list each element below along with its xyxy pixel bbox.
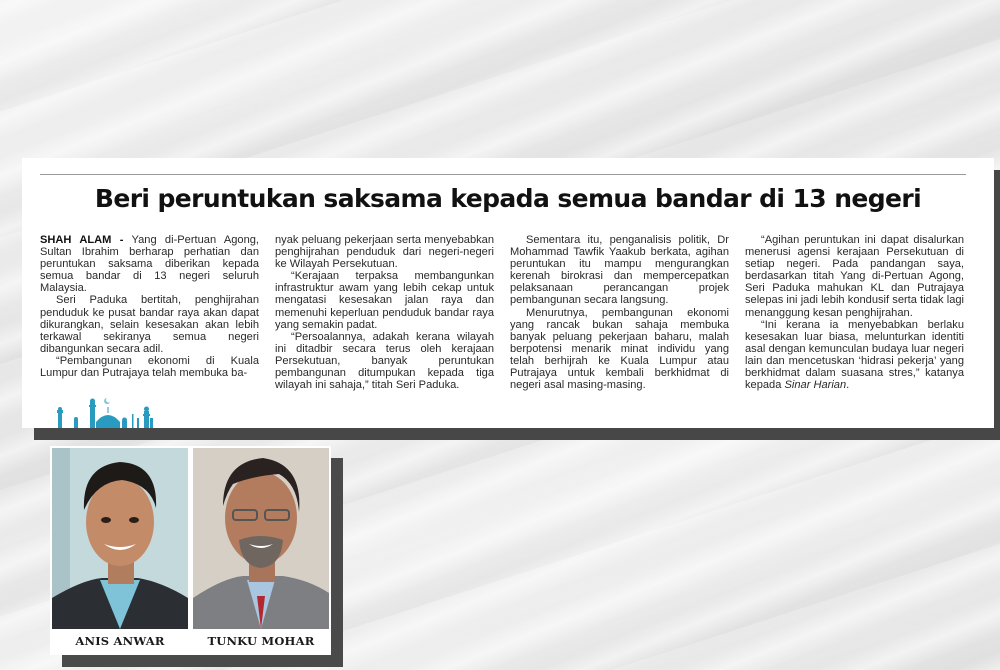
article-column-2 — [275, 234, 494, 391]
portrait-photo-tunku-mohar — [193, 448, 329, 629]
article-paragraph: SHAH ALAM - Yang di-Pertuan Agong, Sultan Ibrahim berharap perhatian dan peruntukan saksama diberikan kepada semua bandar di 13 negeri seluruh Malaysia. — [40, 234, 259, 295]
article-card — [22, 158, 994, 428]
article-paragraph: “Persoalannya, adakah kerana wilayah ini ditadbir secara terus oleh kerajaan Persekutuan, banyak peruntukan pembangunan ditumpukan kepada tiga wilayah ini sahaja,” titah Seri Paduka. — [275, 330, 494, 392]
article-paragraph: “Pembangunan ekonomi di Kuala Lumpur dan Putrajaya telah membuka ba- — [40, 354, 259, 380]
article-column-3 — [510, 234, 729, 391]
article-paragraph: “Agihan peruntukan ini dapat disalurkan menerusi agensi kerajaan Persekutuan di setiap negeri. Pada pandangan saya, berdasarkan titah Yang di-Pertuan Agong, Seri Paduka mahukan KL dan Putrajaya selepas ini jadi lebih kondusif serta tidak lagi menanggung kesan penghijrahan. — [745, 234, 964, 319]
person-portrait-icon — [193, 448, 329, 629]
person-portrait-icon — [52, 448, 188, 629]
article-paragraph: “Ini kerana ia menyebabkan berlaku kesesakan luar biasa, melunturkan identiti asal dengan kemunculan budaya luar negeri lain dan mencetuskan ‘hidrasi pekerja’ yang berkhidmat dalam suasana stres,” katanya kepada Sinar Harian. — [745, 318, 964, 392]
article-column-1 — [40, 234, 259, 391]
top-divider — [40, 174, 966, 175]
article-headline: Beri peruntukan saksama kepada semua bandar di 13 negeri — [94, 184, 922, 213]
portrait-photo-anis-anwar — [52, 448, 188, 629]
article-body — [40, 234, 964, 391]
publication-name: Sinar Harian — [784, 379, 847, 392]
article-paragraph: Seri Paduka bertitah, penghijrahan penduduk ke pusat bandar raya akan dapat dikurangkan, selain kesesakan akan lebih terkawal sekiranya semua negeri dibangunkan secara adil. — [40, 294, 259, 355]
article-paragraph: nyak peluang pekerjaan serta menyebabkan penghijrahan penduduk dari negeri-negeri ke Wilayah Persekutuan. — [275, 234, 494, 271]
article-paragraph: “Kerajaan terpaksa membangunkan infrastruktur awam yang lebih cekap untuk mengatasi kesesakan jalan raya dan memenuhi keperluan penduduk bandar raya yang semakin padat. — [275, 270, 494, 331]
dateline: SHAH ALAM - — [40, 234, 124, 246]
article-column-4 — [745, 234, 964, 391]
article-paragraph: Menurutnya, pembangunan ekonomi yang rancak bukan sahaja membuka banyak peluang pekerjaan baharu, malah berpotensi menarik minat individu yang telah berhijrah ke Kuala Lumpur atau Putrajaya untuk kembali berkhidmat di negeri asal masing-masing. — [510, 306, 729, 392]
mosque-silhouette-icon — [50, 396, 160, 428]
photo-caption: ANIS ANWAR — [75, 634, 165, 648]
photo-card — [50, 446, 331, 655]
article-paragraph: Sementara itu, penganalisis politik, Dr Mohammad Tawfik Yaakub berkata, agihan peruntukan itu mampu mengurangkan kerenah birokrasi dan mempercepatkan pelaksanaan perancangan projek pembangunan secara langsung. — [510, 234, 729, 307]
photo-caption: TUNKU MOHAR — [207, 634, 315, 648]
